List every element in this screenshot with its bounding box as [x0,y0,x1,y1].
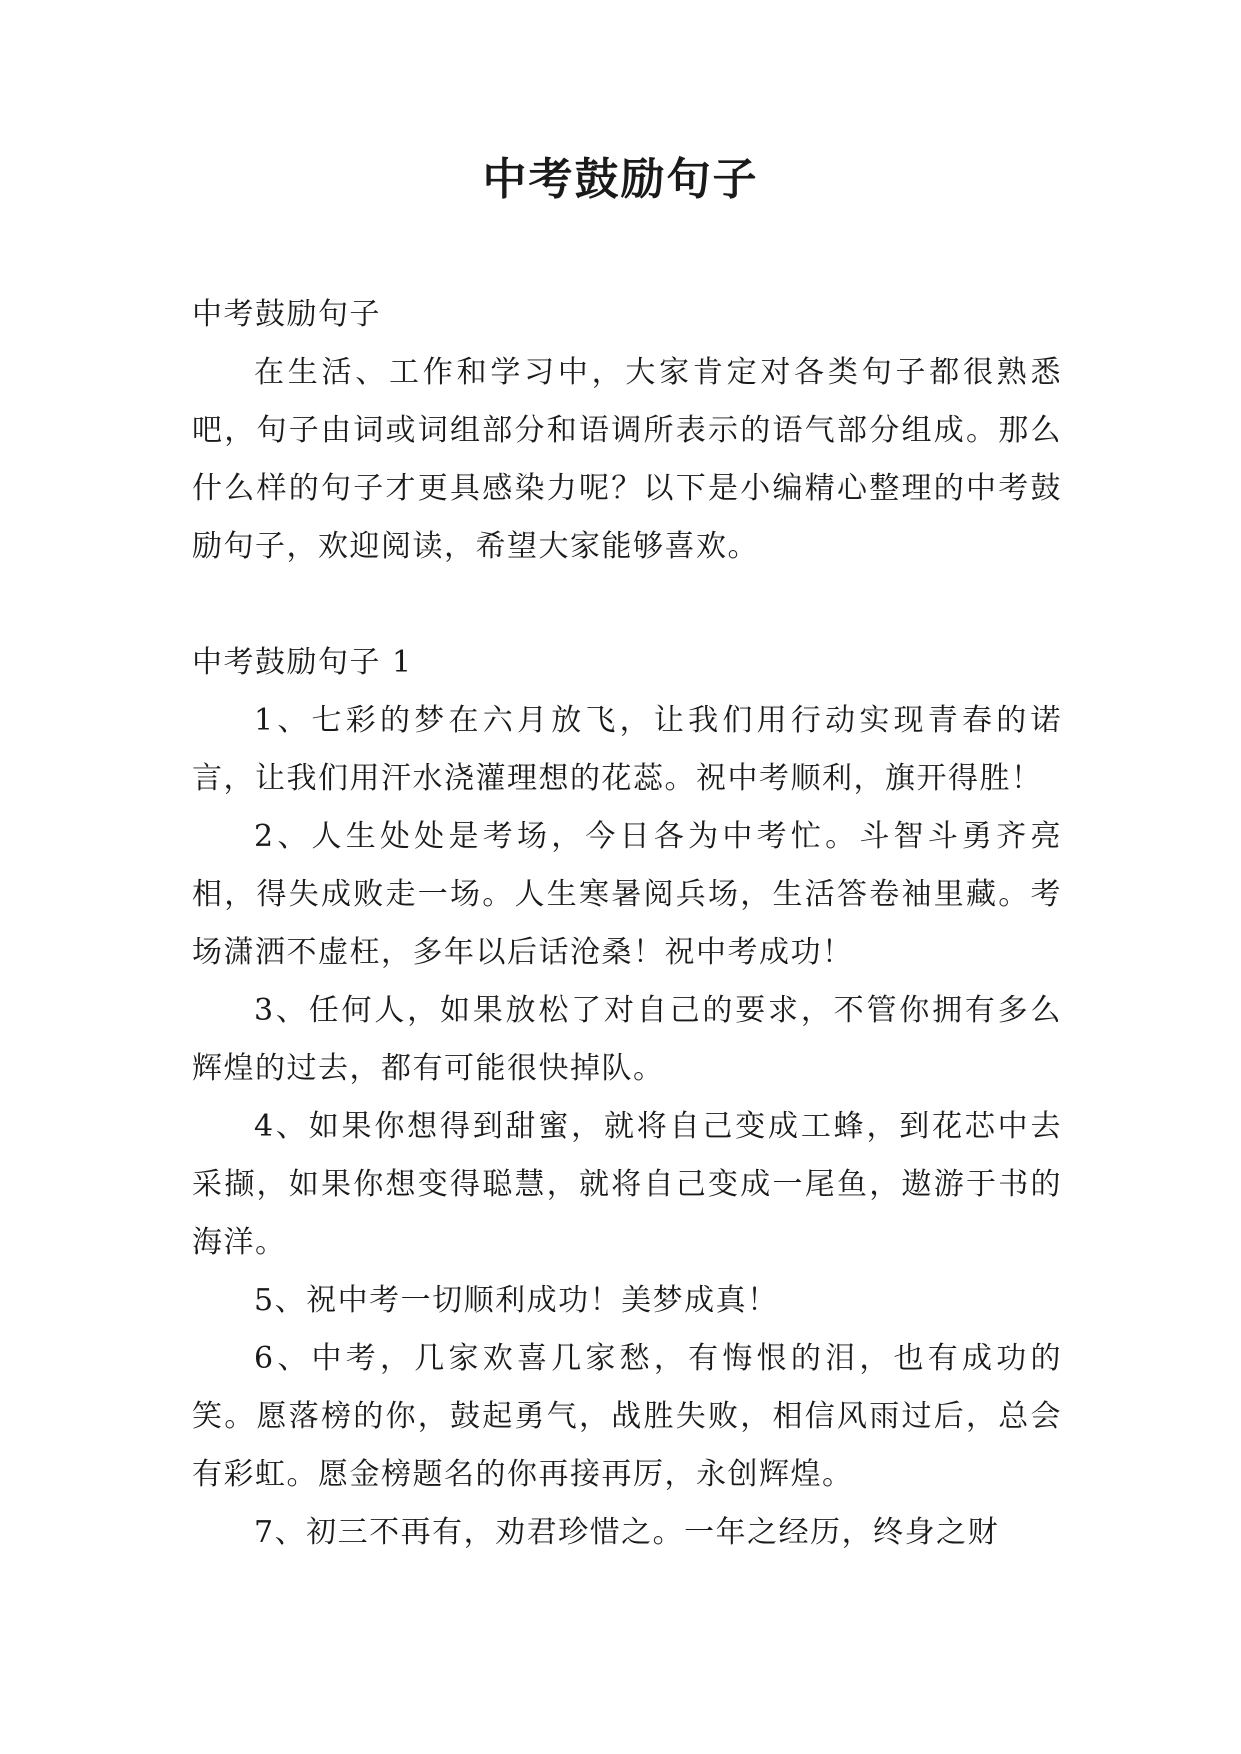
paragraph-spacer [192,576,1062,634]
list-item: 4、如果你想得到甜蜜，就将自己变成工蜂，到花芯中去采撷，如果你想变得聪慧，就将自己变成一尾鱼，遨游于书的海洋。 [192,1109,1062,1260]
list-item: 5、祝中考一切顺利成功！美梦成真！ [254,1283,779,1318]
document-title: 中考鼓励句子 [482,154,759,205]
section-heading: 中考鼓励句子 1 [192,645,413,680]
document-body [192,286,1062,1562]
list-item: 6、中考，几家欢喜几家愁，有悔恨的泪，也有成功的笑。愿落榜的你，鼓起勇气，战胜失败，相信风雨过后，总会有彩虹。愿金榜题名的你再接再厉，永创辉煌。 [192,1341,1062,1492]
list-item: 3、任何人，如果放松了对自己的要求，不管你拥有多么辉煌的过去，都有可能很快掉队。 [192,993,1062,1086]
list-item: 2、人生处处是考场，今日各为中考忙。斗智斗勇齐亮相，得失成败走一场。人生寒暑阅兵场，生活答卷袖里藏。考场潇洒不虚枉，多年以后话沧桑！祝中考成功！ [192,819,1062,970]
intro-paragraph: 在生活、工作和学习中，大家肯定对各类句子都很熟悉吧，句子由词或词组部分和语调所表示的语气部分组成。那么什么样的句子才更具感染力呢？以下是小编精心整理的中考鼓励句子，欢迎阅读，希望大家能够喜欢。 [192,355,1062,564]
list-item: 7、初三不再有，劝君珍惜之。一年之经历，终身之财 [254,1515,1000,1550]
list-item: 1、七彩的梦在六月放飞，让我们用行动实现青春的诺言，让我们用汗水浇灌理想的花蕊。祝中考顺利，旗开得胜！ [192,703,1062,796]
document-subtitle: 中考鼓励句子 [192,297,381,332]
